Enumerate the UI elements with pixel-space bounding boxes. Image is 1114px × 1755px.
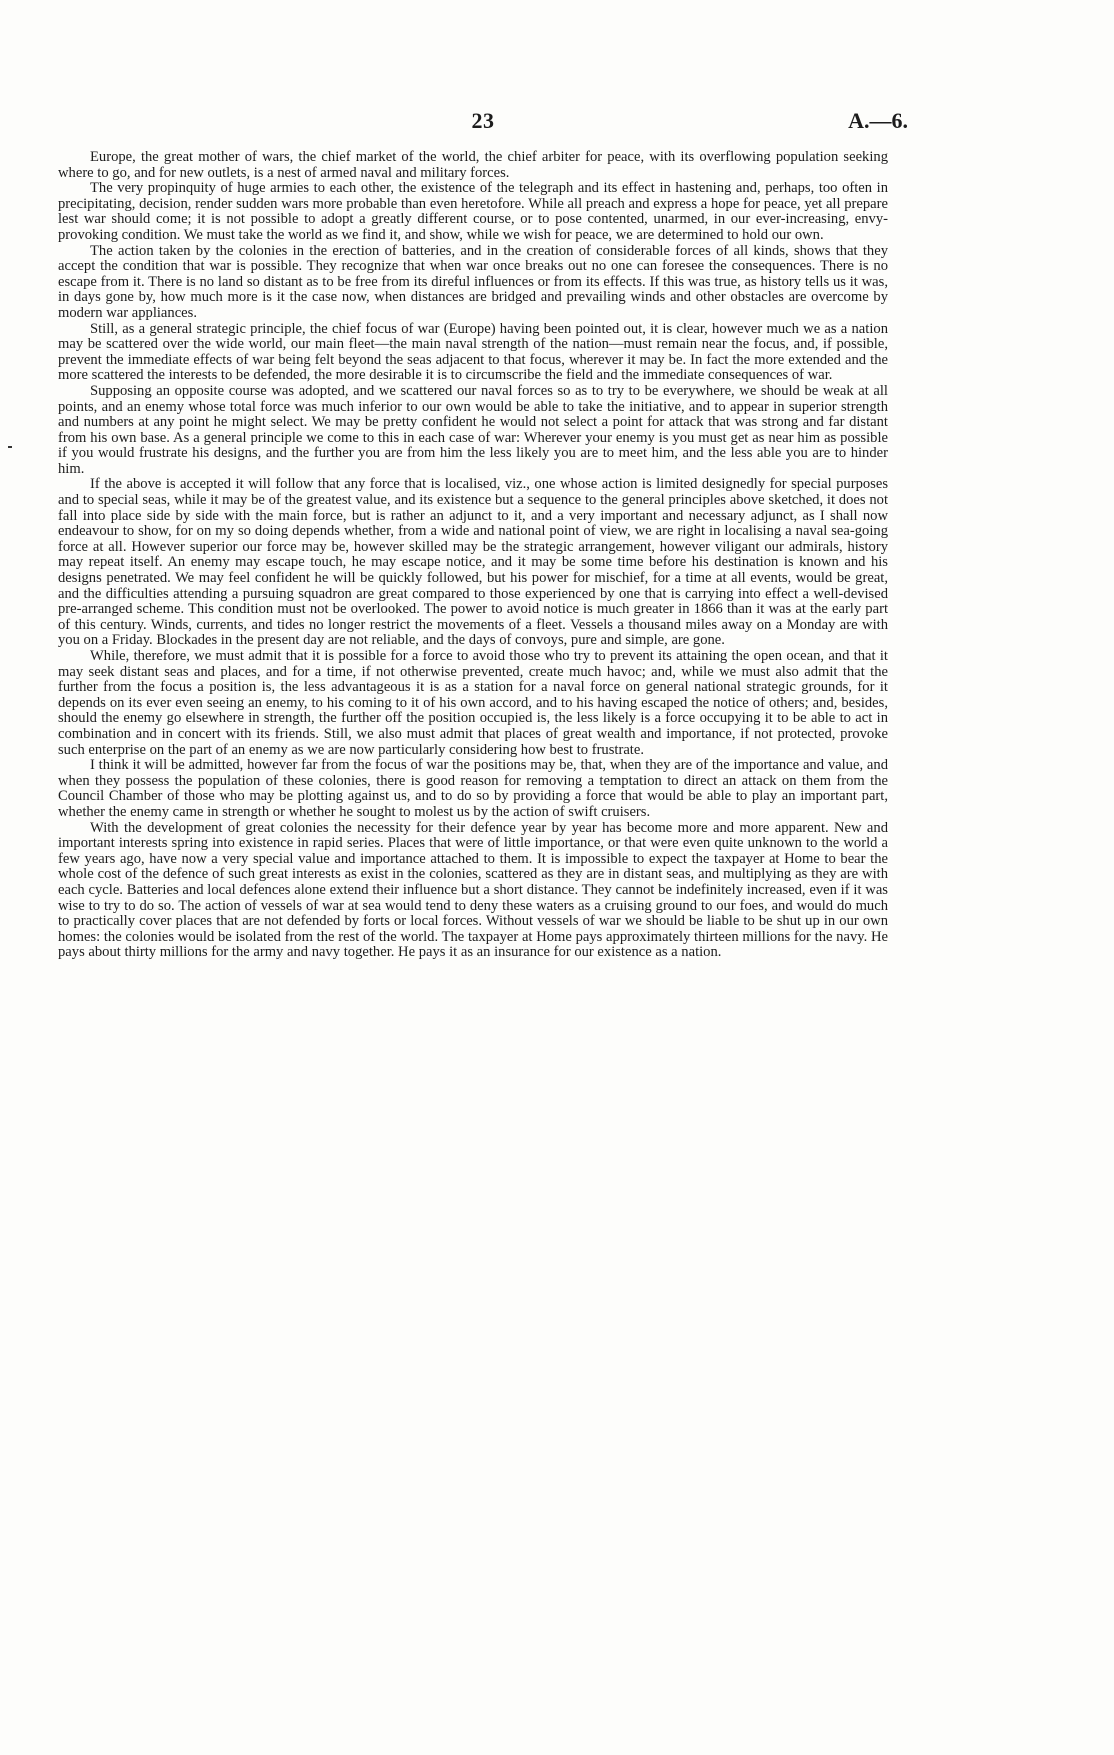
page-number: 23 — [471, 108, 495, 133]
paragraph: The action taken by the colonies in the erection of batteries, and in the creation of considerable forces of all kinds, shows that they accept the condition that war is possible. They recognize that when war once breaks out no one can foresee the consequences. There is no escape from it. There is no land so distant as to be free from its direful influences or from its effects. If this was true, as history tells us it was, in days gone by, how much more is it the case now, when distances are bridged and prevailing winds and other obstacles are overcome by modern war appliances. — [58, 242, 888, 321]
paragraph: Europe, the great mother of wars, the chief market of the world, the chief arbiter for peace, with its overflowing population seeking where to go, and for new outlets, is a nest of armed naval and military forces. — [58, 149, 888, 181]
paragraph: Still, as a general strategic principle, the chief focus of war (Europe) having been pointed out, it is clear, however much we as a nation may be scattered over the wide world, our main fleet—the main naval strength of the nation—must remain near the focus, and, if possible, prevent the immediate effects of war being felt beyond the seas adjacent to that focus, wherever it may be. In fact the more extended and the more scattered the interests to be defended, the more desirable it is to circumscribe the field and the immediate consequences of war. — [58, 320, 888, 384]
page-header — [58, 108, 908, 142]
body-text — [58, 150, 888, 961]
document-reference: A.—6. — [848, 108, 908, 133]
paragraph: While, therefore, we must admit that it is possible for a force to avoid those who try to prevent its attaining the open ocean, and that it may seek distant seas and places, and for a time, if not otherwise prevented, create much havoc; and, while we must also admit that the further from the focus a position is, the less advantageous it is as a station for a naval force on general national strategic grounds, for it depends on its ever even seeing an enemy, to his coming to it of his own accord, and to his having escaped the notice of others; and, besides, should the enemy go elsewhere in strength, the further off the position occupied is, the less likely is a force occupying it to be able to act in combination and in concert with its friends. Still, we also must admit that places of great wealth and importance, if not protected, provoke such enterprise on the part of an enemy as we are now particularly considering how best to frustrate. — [58, 648, 888, 758]
paragraph: Supposing an opposite course was adopted, and we scattered our naval forces so as to try to be everywhere, we should be weak at all points, and an enemy whose total force was much inferior to our own would be able to take the initiative, and to appear in superior strength and numbers at any point he might select. We may be pretty confident he would not select a point for attack that was strong and far distant from his own base. As a general principle we come to this in each case of war: Wherever your enemy is you must get as near him as possible if you would frustrate his designs, and the further you are from him the less likely you are to meet him, and the less able you are to hinder him. — [58, 382, 888, 477]
paragraph: I think it will be admitted, however far from the focus of war the positions may be, that, when they are of the importance and value, and when they possess the population of these colonies, there is good reason for removing a temptation to direct an attack on them from the Council Chamber of those who may be plotting against us, and to do so by providing a force that would be able to play an important part, whether the enemy came in strength or whether he sought to molest us by the action of swift cruisers. — [58, 757, 888, 820]
paragraph: With the development of great colonies the necessity for their defence year by year has become more and more apparent. New and important interests spring into existence in rapid series. Places that were of little importance, or that were even quite unknown to the world a few years ago, have now a very special value and importance attached to them. It is impossible to expect the taxpayer at Home to bear the whole cost of the defence of such great interests as exist in the colonies, scattered as they are in distant seas, and multiplying as they are with each cycle. Batteries and local defences alone extend their influence but a short distance. They cannot be indefinitely increased, even if it was wise to try to do so. The action of vessels of war at sea would tend to deny these waters as a cruising ground to our foes, and would do much to practically cover places that are not defended by forts or local forces. Without vessels of war we should be liable to be shut up in our own homes: the colonies would be isolated from the rest of the world. The taxpayer at Home pays approximately thirteen millions for the navy. He pays about thirty millions for the army and navy together. He pays it as an insurance for our existence as a nation. — [58, 819, 888, 961]
paragraph: The very propinquity of huge armies to each other, the existence of the telegraph and its effect in hastening and, perhaps, too often in precipitating, decision, render sudden wars more probable than even heretofore. While all preach and express a hope for peace, yet all prepare lest war should come; it is not possible to adopt a greatly different course, or to pose contented, unarmed, in our ever-increasing, envy-provoking condition. We must take the world as we find it, and show, while we wish for peace, we are determined to hold our own. — [58, 180, 888, 243]
margin-mark — [8, 446, 12, 448]
paragraph: If the above is accepted it will follow that any force that is localised, viz., one whose action is limited designedly for special purposes and to special seas, while it may be of the greatest value, and its existence but a sequence to the general principles above sketched, it does not fall into place side by side with the main force, but is rather an adjunct to it, and a very important and necessary adjunct, as I shall now endeavour to show, for on my so doing depends whether, from a wide and national point of view, we are right in localising a naval sea-going force at all. However superior our force may be, however skilled may be the strategic arrangement, however viligant our admirals, history may repeat itself. An enemy may escape touch, he may escape notice, and it may be some time before his destination is known and his designs penetrated. We may feel confident he will be quickly followed, but his power for mischief, for a time at all events, would be great, and the difficulties attending a pursuing squadron are great compared to those experienced by one that is carrying into effect a well-devised pre-arranged scheme. This condition must not be overlooked. The power to avoid notice is much greater in 1866 than it was at the early part of this century. Winds, currents, and tides no longer restrict the movements of a fleet. Vessels a thousand miles away on a Monday are with you on a Friday. Blockades in the present day are not reliable, and the days of convoys, pure and simple, are gone. — [58, 476, 888, 649]
